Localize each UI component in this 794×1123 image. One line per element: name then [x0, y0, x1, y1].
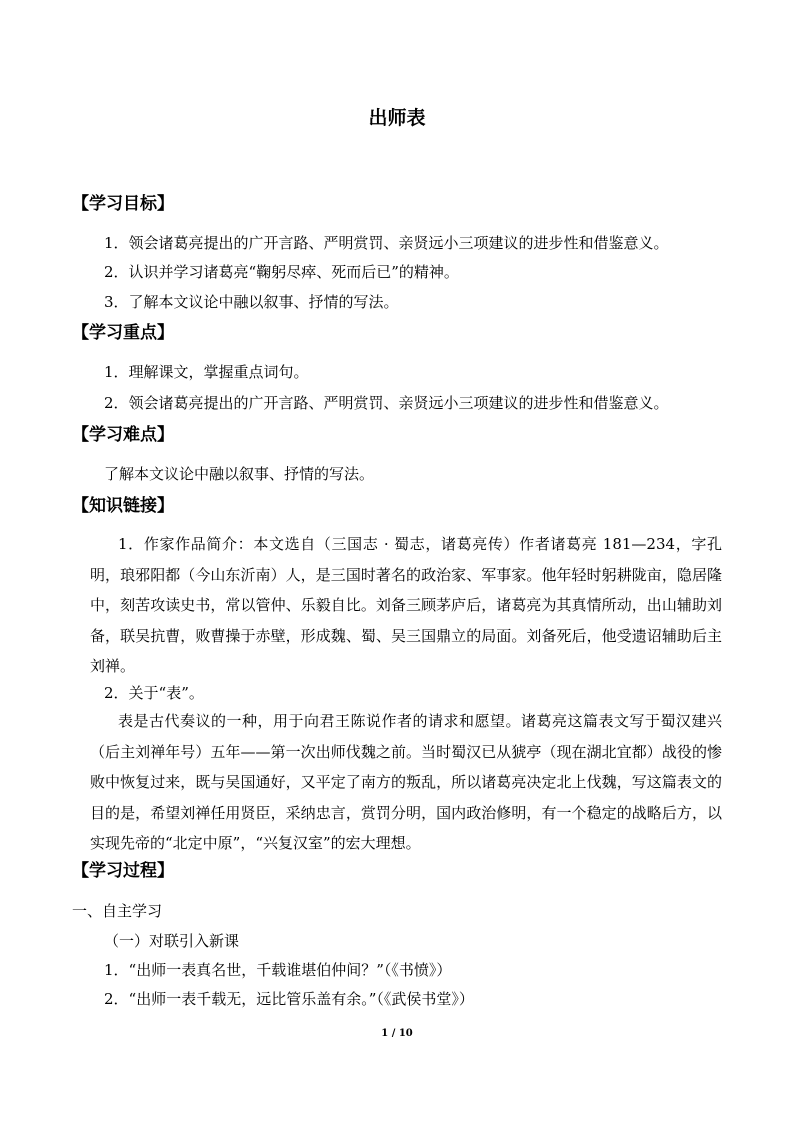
heading-difficulty: 【学习难点】: [72, 425, 174, 445]
self-study-heading: 一、自主学习: [72, 902, 163, 920]
document-title: 出师表: [368, 107, 426, 129]
couplet-intro-heading: （一）对联引入新课: [104, 932, 240, 950]
couplet-item-2: 2．“出师一表千载无，远比管乐盖有余。”（《武侯书堂》）: [104, 990, 474, 1008]
keypoint-item-1: 1．理解课文，掌握重点词句。: [104, 363, 309, 381]
difficulty-text: 了解本文议论中融以叙事、抒情的写法。: [104, 465, 375, 483]
heading-key-points: 【学习重点】: [72, 323, 174, 343]
about-biao-item: 2．关于“表”。: [104, 684, 204, 702]
goal-item-1: 1．领会诸葛亮提出的广开言路、严明赏罚、亲贤远小三项建议的进步性和借鉴意义。: [104, 234, 669, 252]
page-number: 1 / 10: [381, 1028, 413, 1039]
heading-learning-goals: 【学习目标】: [72, 194, 174, 214]
biao-description-paragraph: 表是古代奏议的一种，用于向君王陈说作者的请求和愿望。诸葛亮这篇表文写于蜀汉建兴（后主刘禅年号）五年——第一次出师伐魏之前。当时蜀汉已从猇亭（现在湖北宜都）战役的惨败中恢复过来，既与吴国通好，又平定了南方的叛乱，所以诸葛亮决定北上伐魏，写这篇表文的目的是，希望刘禅任用贤臣，采纳忠言，赏罚分明，国内政治修明，有一个稳定的战略后方，以实现先帝的“北定中原”，“兴复汉室”的宏大理想。: [90, 712, 722, 852]
couplet-item-1: 1．“出师一表真名世，千载谁堪伯仲间？”（《书愤》）: [104, 961, 452, 979]
keypoint-item-2: 2．领会诸葛亮提出的广开言路、严明赏罚、亲贤远小三项建议的进步性和借鉴意义。: [104, 394, 669, 412]
heading-knowledge-links: 【知识链接】: [72, 496, 174, 516]
heading-learning-process: 【学习过程】: [72, 861, 174, 881]
goal-item-2: 2．认识并学习诸葛亮“鞠躬尽瘁、死而后已”的精神。: [104, 263, 459, 281]
goal-item-3: 3．了解本文议论中融以叙事、抒情的写法。: [104, 293, 399, 311]
author-intro-paragraph: 1．作家作品简介：本文选自（三国志 · 蜀志，诸葛亮传）作者诸葛亮 181—234，字孔明，琅邪阳都（今山东沂南）人，是三国时著名的政治家、军事家。他年轻时躬耕陇亩，隐居隆中，刻苦攻读史书，常以管仲、乐毅自比。刘备三顾茅庐后，诸葛亮为其真情所动，出山辅助刘备，联吴抗曹，败曹操于赤壁，形成魏、蜀、吴三国鼎立的局面。刘备死后，他受遗诏辅助后主刘禅。: [90, 535, 722, 675]
